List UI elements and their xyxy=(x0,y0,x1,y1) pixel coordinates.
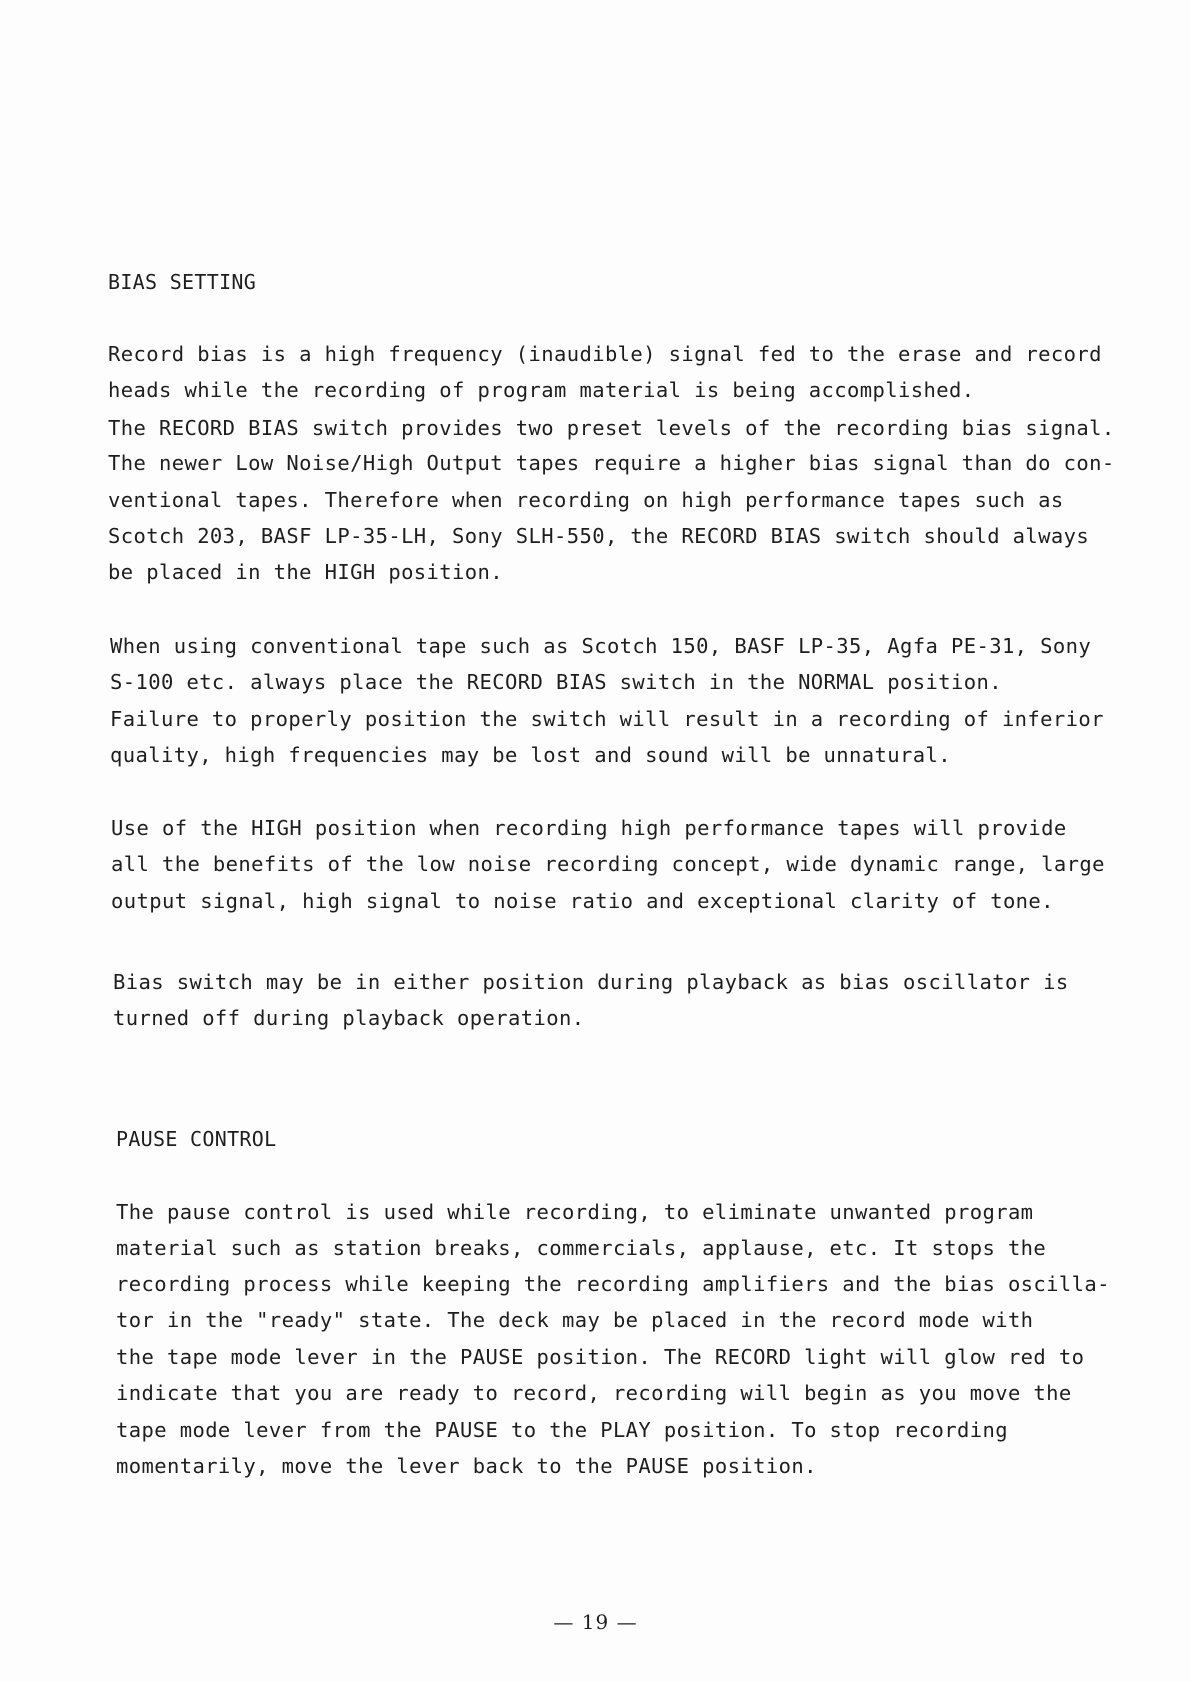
bias-p1-line: be placed in the HIGH position. xyxy=(108,560,504,584)
pause-p1-line: The pause control is used while recording, to eliminate unwanted program xyxy=(116,1200,1034,1224)
pause-p1-line: recording process while keeping the recording amplifiers and the bias oscilla- xyxy=(116,1272,1110,1296)
page-number: — 19 — xyxy=(553,1610,638,1634)
bias-p1-line: Scotch 203, BASF LP-35-LH, Sony SLH-550, the RECORD BIAS switch should always xyxy=(108,524,1090,548)
bias-p2-line: Failure to properly position the switch will result in a recording of inferior xyxy=(110,707,1104,731)
pause-p1-line: tape mode lever from the PAUSE to the PLAY position. To stop recording xyxy=(116,1418,1008,1442)
bias-setting-heading: BIAS SETTING xyxy=(108,270,257,294)
bias-p2-line: quality, high frequencies may be lost and sound will be unnatural. xyxy=(110,743,951,767)
bias-p1-line: The RECORD BIAS switch provides two preset levels of the recording bias signal. xyxy=(108,416,1115,440)
pause-control-heading: PAUSE CONTROL xyxy=(116,1127,277,1151)
bias-p3-line: Use of the HIGH position when recording high performance tapes will provide xyxy=(111,816,1067,840)
bias-p3-line: output signal, high signal to noise ratio and exceptional clarity of tone. xyxy=(111,889,1054,913)
pause-p1-line: momentarily, move the lever back to the PAUSE position. xyxy=(116,1454,817,1478)
bias-p1-line: heads while the recording of program material is being accomplished. xyxy=(108,378,975,402)
bias-p1-line: Record bias is a high frequency (inaudible) signal fed to the erase and record xyxy=(108,342,1102,366)
pause-p1-line: indicate that you are ready to record, recording will begin as you move the xyxy=(116,1381,1072,1405)
pause-p1-line: material such as station breaks, commercials, applause, etc. It stops the xyxy=(116,1236,1047,1260)
bias-p1-line: ventional tapes. Therefore when recording on high performance tapes such as xyxy=(108,488,1064,512)
bias-p2-line: S-100 etc. always place the RECORD BIAS switch in the NORMAL position. xyxy=(110,670,1002,694)
bias-p3-line: all the benefits of the low noise recording concept, wide dynamic range, large xyxy=(111,852,1105,876)
bias-p1-line: The newer Low Noise/High Output tapes require a higher bias signal than do con- xyxy=(108,451,1115,475)
bias-p4-line: Bias switch may be in either position during playback as bias oscillator is xyxy=(113,970,1069,994)
bias-p4-line: turned off during playback operation. xyxy=(113,1006,585,1030)
pause-p1-line: the tape mode lever in the PAUSE position. The RECORD light will glow red to xyxy=(116,1345,1085,1369)
pause-p1-line: tor in the "ready" state. The deck may be placed in the record mode with xyxy=(116,1308,1034,1332)
bias-p2-line: When using conventional tape such as Scotch 150, BASF LP-35, Agfa PE-31, Sony xyxy=(110,634,1092,658)
